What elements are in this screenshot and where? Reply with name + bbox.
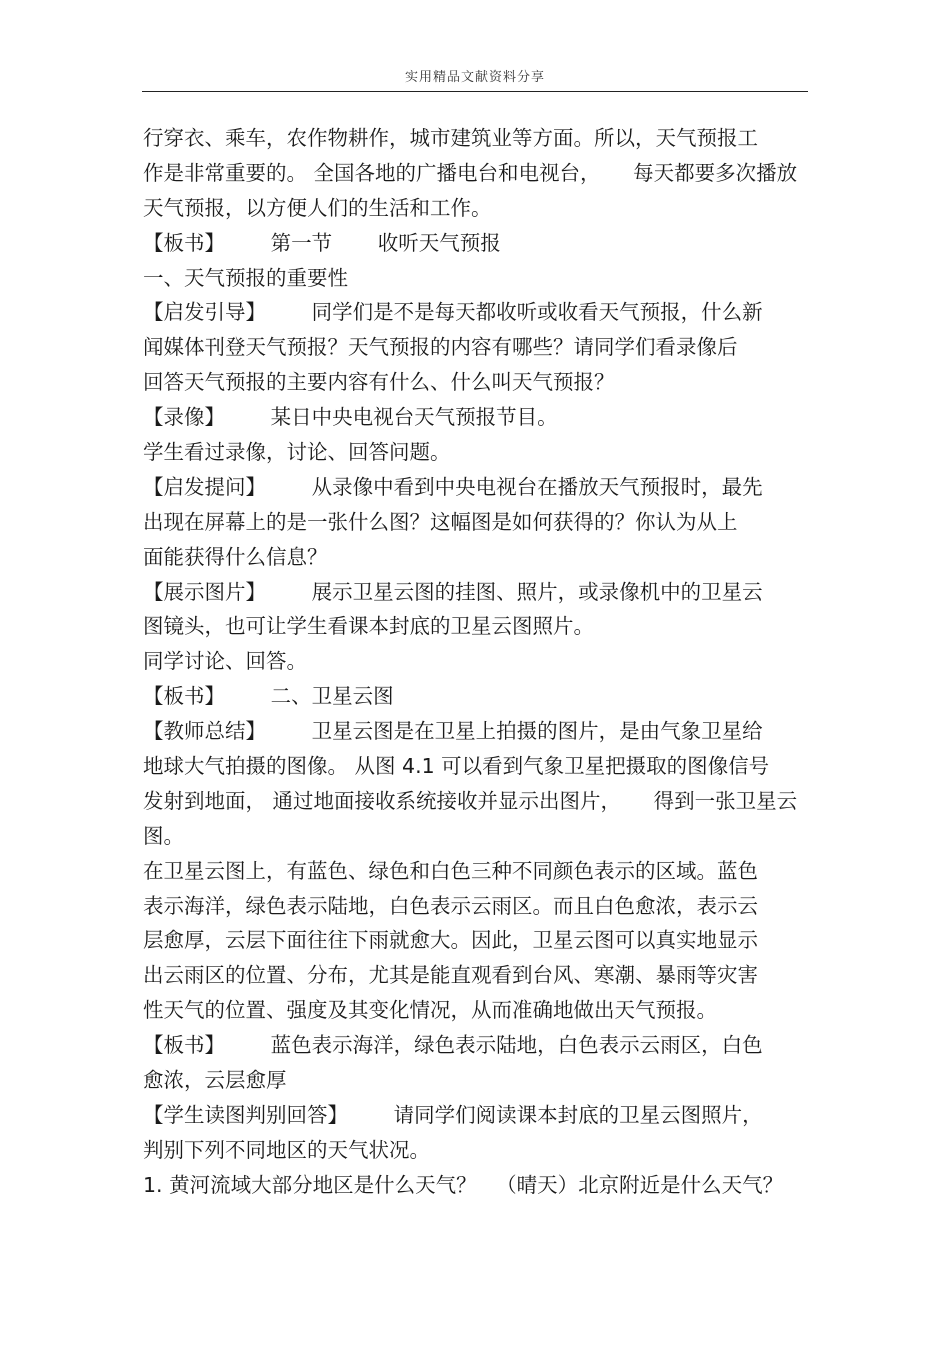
text-line: 【教师总结】 卫星云图是在卫星上拍摄的图片，是由气象卫星给 <box>143 719 763 744</box>
text-line: 【展示图片】 展示卫星云图的挂图、照片，或录像机中的卫星云 <box>143 579 763 604</box>
page-header: 实用精品文献资料分享 <box>404 70 545 85</box>
section-heading: 一、天气预报的重要性 <box>143 265 348 290</box>
text-line: 作是非常重要的。 全国各地的广播电台和电视台， 每天都要多次播放 <box>143 160 798 185</box>
text-line: 在卫星云图上，有蓝色、绿色和白色三种不同颜色表示的区域。蓝色 <box>143 858 758 883</box>
text-line: 同学讨论、回答。 <box>143 649 307 674</box>
text-line: 性天气的位置、强度及其变化情况，从而准确地做出天气预报。 <box>143 998 717 1023</box>
text-line: 出现在屏幕上的是一张什么图？这幅图是如何获得的？你认为从上 <box>143 509 738 534</box>
text-line: 【板书】 二、卫星云图 <box>143 684 394 709</box>
text-line: 判别下列不同地区的天气状况。 <box>143 1137 430 1162</box>
text-line: 图。 <box>143 823 184 848</box>
text-line: 面能获得什么信息？ <box>143 544 328 569</box>
text-line: 回答天气预报的主要内容有什么、什么叫天气预报？ <box>143 370 615 395</box>
text-line: 【学生读图判别回答】 请同学们阅读课本封底的卫星云图照片， <box>143 1102 763 1127</box>
text-line: 发射到地面， 通过地面接收系统接收并显示出图片， 得到一张卫星云 <box>143 788 798 813</box>
text-line: 【板书】 第一节 收听天气预报 <box>143 230 501 255</box>
text-line: 【启发提问】 从录像中看到中央电视台在播放天气预报时，最先 <box>143 474 763 499</box>
text-line: 图镜头，也可让学生看课本封底的卫星云图照片。 <box>143 614 594 639</box>
text-line: 地球大气拍摄的图像。 从图 4.1 可以看到气象卫星把摄取的图像信号 <box>143 754 770 779</box>
text-line: 学生看过录像，讨论、回答问题。 <box>143 440 451 465</box>
text-line: 出云雨区的位置、分布，尤其是能直观看到台风、寒潮、暴雨等灾害 <box>143 963 758 988</box>
text-line: 愈浓，云层愈厚 <box>143 1068 287 1093</box>
text-line: 层愈厚，云层下面往往下雨就愈大。因此，卫星云图可以真实地显示 <box>143 928 758 953</box>
text-line: 【启发引导】 同学们是不是每天都收听或收看天气预报，什么新 <box>143 300 763 325</box>
header-divider <box>142 91 808 92</box>
text-line: 1. 黄河流域大部分地区是什么天气？ （晴天）北京附近是什么天气？ <box>143 1172 784 1197</box>
text-line: 【板书】 蓝色表示海洋，绿色表示陆地，白色表示云雨区，白色 <box>143 1033 763 1058</box>
text-line: 【录像】 某日中央电视台天气预报节目。 <box>143 405 558 430</box>
text-line: 表示海洋，绿色表示陆地，白色表示云雨区。而且白色愈浓，表示云 <box>143 893 758 918</box>
text-line: 行穿衣、乘车，农作物耕作，城市建筑业等方面。所以，天气预报工 <box>143 126 758 150</box>
text-line: 天气预报，以方便人们的生活和工作。 <box>143 195 492 220</box>
document-body <box>143 121 808 1203</box>
text-line: 闻媒体刊登天气预报？天气预报的内容有哪些？请同学们看录像后 <box>143 335 738 360</box>
